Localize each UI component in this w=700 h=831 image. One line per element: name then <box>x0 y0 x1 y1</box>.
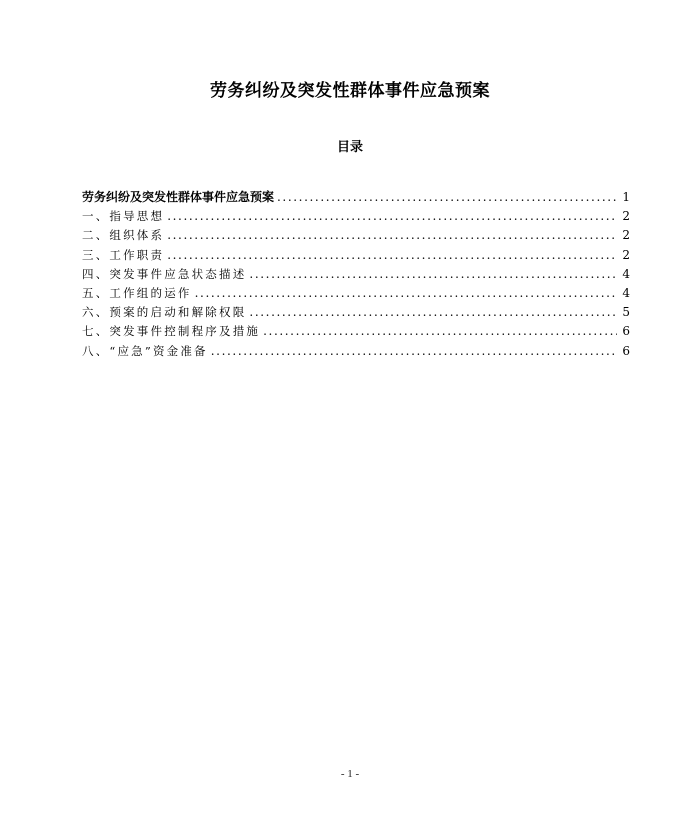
toc-entry-title: 七、突发事件控制程序及措施 <box>82 324 261 339</box>
toc-entry-title: 五、工作组的运作 <box>82 285 192 300</box>
toc-entry-title: 二、组织体系 <box>82 228 165 243</box>
toc-entry-page: 6 <box>622 343 630 358</box>
toc-entry-page: 4 <box>622 285 630 300</box>
dot-leader <box>167 246 617 265</box>
toc-entry-page: 6 <box>622 324 630 339</box>
toc-entry-working-group[interactable] <box>82 284 630 303</box>
toc-entry-page: 2 <box>622 228 630 243</box>
toc-entry-title: 三、工作职责 <box>82 247 165 262</box>
toc-entry-organization[interactable] <box>82 226 630 245</box>
dot-leader <box>277 188 617 207</box>
toc-entry-responsibilities[interactable] <box>82 246 630 265</box>
dot-leader <box>249 265 617 284</box>
toc-entry-title: 劳务纠纷及突发性群体事件应急预案 <box>82 190 275 204</box>
toc-heading: 目录 <box>336 140 363 155</box>
dot-leader <box>263 322 617 341</box>
toc-entry-page: 5 <box>622 305 630 320</box>
table-of-contents <box>82 188 630 361</box>
dot-leader <box>211 342 617 361</box>
page-number-footer: - 1 - <box>340 768 360 780</box>
toc-entry-title: 四、突发事件应急状态描述 <box>82 266 247 281</box>
toc-entry-page: 2 <box>622 209 630 224</box>
dot-leader <box>195 284 617 303</box>
toc-entry-activation-authority[interactable] <box>82 303 630 322</box>
toc-entry-title: 八、“应急”资金准备 <box>82 343 208 358</box>
toc-entry-page: 2 <box>622 247 630 262</box>
dot-leader <box>249 303 617 322</box>
toc-entry-emergency-funds[interactable] <box>82 342 630 361</box>
dot-leader <box>167 226 617 245</box>
toc-entry-emergency-state[interactable] <box>82 265 630 284</box>
document-title: 劳务纠纷及突发性群体事件应急预案 <box>210 81 490 101</box>
toc-entry-guiding-ideology[interactable] <box>82 207 630 226</box>
toc-entry-main-title[interactable] <box>82 188 630 207</box>
toc-entry-control-procedures[interactable] <box>82 322 630 341</box>
dot-leader <box>167 207 617 226</box>
toc-entry-page: 1 <box>622 190 630 204</box>
toc-entry-page: 4 <box>622 266 630 281</box>
toc-entry-title: 一、指导思想 <box>82 209 165 224</box>
toc-entry-title: 六、预案的启动和解除权限 <box>82 305 247 320</box>
